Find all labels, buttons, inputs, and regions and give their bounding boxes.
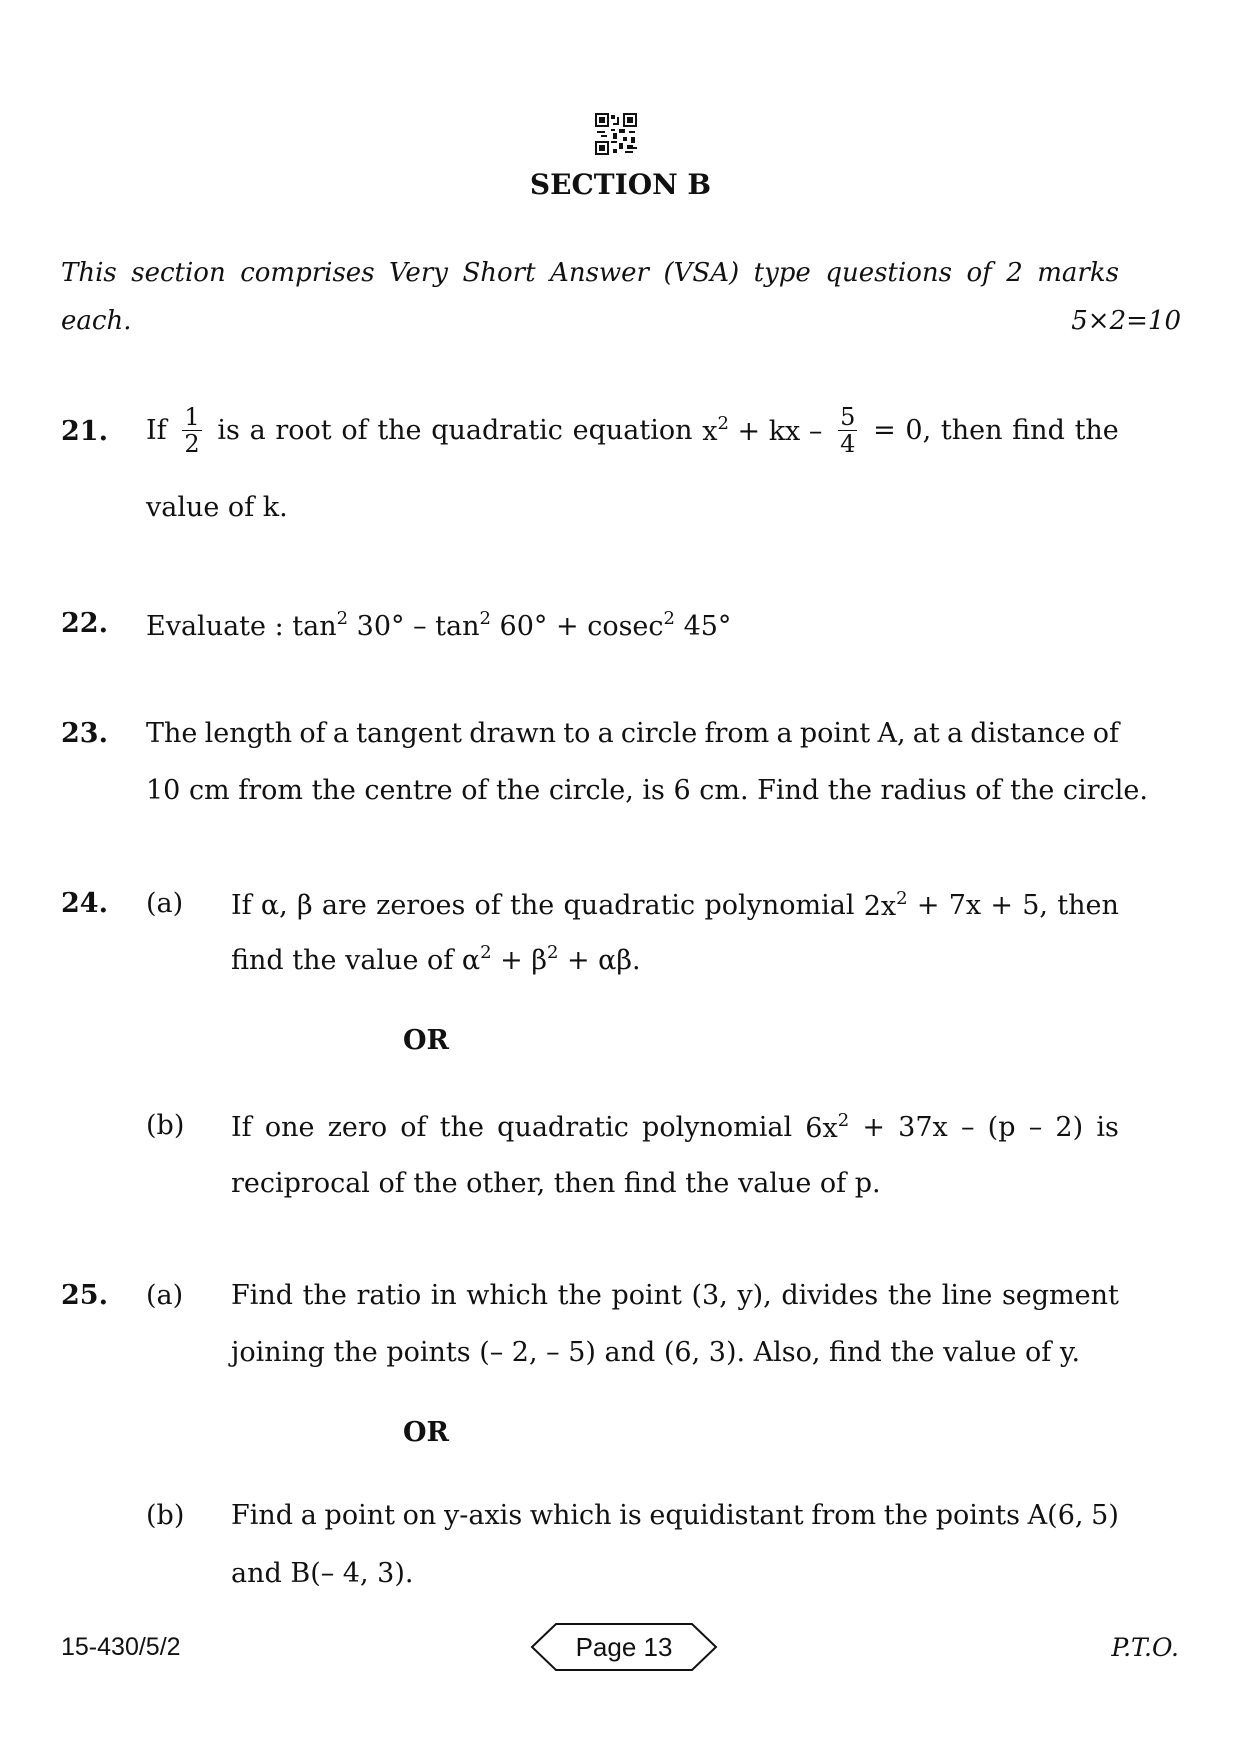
word: of xyxy=(474,889,501,921)
word: quadratic xyxy=(497,1111,629,1143)
word: equidistant xyxy=(649,1500,804,1531)
question-24a-line-1 xyxy=(231,888,1119,922)
word: If xyxy=(231,889,252,921)
word: point xyxy=(611,1280,682,1311)
q21-fraction-1: $\frac{1}{2}$ xyxy=(184,402,200,458)
word: tangent xyxy=(356,718,462,749)
word: The xyxy=(146,718,198,749)
word: – xyxy=(960,1111,975,1143)
word: Answer xyxy=(550,258,649,288)
question-25b-line-2: and B(– 4, 3). xyxy=(231,1558,414,1589)
question-25-part-b-label: (b) xyxy=(146,1500,185,1531)
word: y-axis xyxy=(443,1500,523,1531)
word: + xyxy=(990,889,1013,921)
word: 7x xyxy=(948,889,982,921)
word: 5, xyxy=(1022,889,1049,921)
question-24a-line-2: find the value of $\alpha^2 + \beta^2 + \alpha\beta$. xyxy=(231,942,641,976)
section-marks: 5×2=10 xyxy=(1071,306,1181,336)
word: quadratic xyxy=(563,889,696,921)
question-25a-line-1 xyxy=(231,1280,1119,1311)
section-title: SECTION B xyxy=(529,168,712,201)
q24a-polynomial-term: $2x^2$ xyxy=(863,888,908,922)
word: type xyxy=(753,258,811,288)
word: α, xyxy=(260,889,288,921)
q21-fraction-2: $\frac{5}{4}$ xyxy=(840,402,856,458)
question-24-part-a-label: (a) xyxy=(146,888,184,919)
word: is xyxy=(619,1500,642,1531)
word: Find xyxy=(231,1500,294,1531)
question-22-text: Evaluate : $\tan^2 30^\circ - \tan^2 60^\circ + cosec^2$ 45° xyxy=(146,608,732,642)
word: (p xyxy=(987,1111,1016,1143)
word: 37x xyxy=(898,1111,948,1143)
word: (VSA) xyxy=(663,258,740,288)
word: Very xyxy=(389,258,448,288)
word: the xyxy=(302,1280,347,1311)
word: in xyxy=(430,1280,457,1311)
word: ratio xyxy=(356,1280,422,1311)
word: marks xyxy=(1037,258,1119,288)
word: This xyxy=(61,258,117,288)
word: y), xyxy=(737,1280,772,1311)
word: line xyxy=(941,1280,993,1311)
question-23-line-2: 10 cm from the centre of the circle, is 6 cm. Find the radius of the circle. xyxy=(146,775,1148,806)
word: the xyxy=(887,1280,933,1311)
question-24-part-b-label: (b) xyxy=(146,1110,185,1141)
question-24-or: OR xyxy=(403,1025,449,1056)
word: a xyxy=(300,1500,317,1531)
word: circle xyxy=(620,718,698,749)
word: points xyxy=(935,1500,1020,1531)
word: 2) xyxy=(1055,1111,1084,1143)
word: (3, xyxy=(691,1280,728,1311)
word: to xyxy=(563,718,591,749)
word: polynomial xyxy=(642,1111,793,1143)
word: section xyxy=(131,258,226,288)
word: A(6, xyxy=(1027,1500,1084,1531)
question-21-line-1: If $\frac{1}{2}$ is a root of the quadratic equation $x^2$ + kx – $\frac{5}{4}$ = 0, then find the xyxy=(146,402,1119,458)
word: is xyxy=(1096,1111,1119,1143)
question-number-24: 24. xyxy=(61,888,108,919)
word: which xyxy=(529,1500,612,1531)
word: polynomial xyxy=(704,889,855,921)
word: Find xyxy=(231,1280,294,1311)
word: a xyxy=(776,718,793,749)
question-25-part-a-label: (a) xyxy=(146,1280,184,1311)
question-25b-line-1 xyxy=(231,1500,1119,1531)
question-number-23: 23. xyxy=(61,718,108,749)
word: a xyxy=(597,718,614,749)
word: at xyxy=(912,718,940,749)
question-24b-line-2: reciprocal of the other, then find the value of p. xyxy=(231,1168,881,1199)
word: the xyxy=(510,889,555,921)
word: a xyxy=(946,718,964,749)
question-number-22: 22. xyxy=(61,608,108,639)
qr-code xyxy=(595,113,637,155)
word: If xyxy=(231,1111,252,1143)
word: the xyxy=(439,1111,484,1143)
word: are xyxy=(321,889,367,921)
word: β xyxy=(297,889,313,921)
word: the xyxy=(557,1280,602,1311)
word: point xyxy=(324,1500,395,1531)
word: comprises xyxy=(240,258,375,288)
word: of xyxy=(400,1111,427,1143)
question-21-line-2: value of k. xyxy=(146,492,288,523)
word: segment xyxy=(1001,1280,1119,1311)
word: Short xyxy=(462,258,536,288)
question-25-or: OR xyxy=(403,1417,449,1448)
section-instruction xyxy=(61,258,1119,288)
word: of xyxy=(299,718,326,749)
word: a xyxy=(332,718,349,749)
word: length xyxy=(204,718,293,749)
q21-equation: $x^2$ + kx – xyxy=(702,413,823,447)
word: point xyxy=(799,718,871,749)
word: on xyxy=(402,1500,437,1531)
word: – xyxy=(1028,1111,1043,1143)
word: from xyxy=(811,1500,877,1531)
page-number: Page 13 xyxy=(575,1631,673,1662)
please-turn-over: P.T.O. xyxy=(1111,1633,1179,1662)
word: 5) xyxy=(1091,1500,1119,1531)
word: from xyxy=(704,718,770,749)
q21-if: If xyxy=(146,414,167,446)
question-24b-line-1 xyxy=(231,1110,1119,1144)
word: A, xyxy=(877,718,906,749)
question-number-21: 21. xyxy=(61,416,108,447)
q24b-polynomial-term: $6x^2$ xyxy=(805,1110,850,1144)
paper-code: 15-430/5/2 xyxy=(61,1633,181,1661)
word: + xyxy=(862,1111,885,1143)
word: divides xyxy=(781,1280,879,1311)
word: of xyxy=(1092,718,1119,749)
question-23-line-1 xyxy=(146,718,1119,749)
section-instruction-end: each. xyxy=(61,306,132,336)
word: the xyxy=(883,1500,929,1531)
word: distance xyxy=(970,718,1086,749)
word: drawn xyxy=(469,718,557,749)
word: zero xyxy=(327,1111,388,1143)
word: 2 xyxy=(1006,258,1023,288)
word: one xyxy=(264,1111,315,1143)
word: questions xyxy=(825,258,952,288)
word: zeroes xyxy=(376,889,466,921)
question-number-25: 25. xyxy=(61,1280,108,1311)
word: which xyxy=(466,1280,549,1311)
question-25a-line-2: joining the points (– 2, – 5) and (6, 3). Also, find the value of y. xyxy=(231,1337,1081,1368)
word: then xyxy=(1057,889,1119,921)
word: + xyxy=(916,889,940,921)
word: of xyxy=(966,258,992,288)
